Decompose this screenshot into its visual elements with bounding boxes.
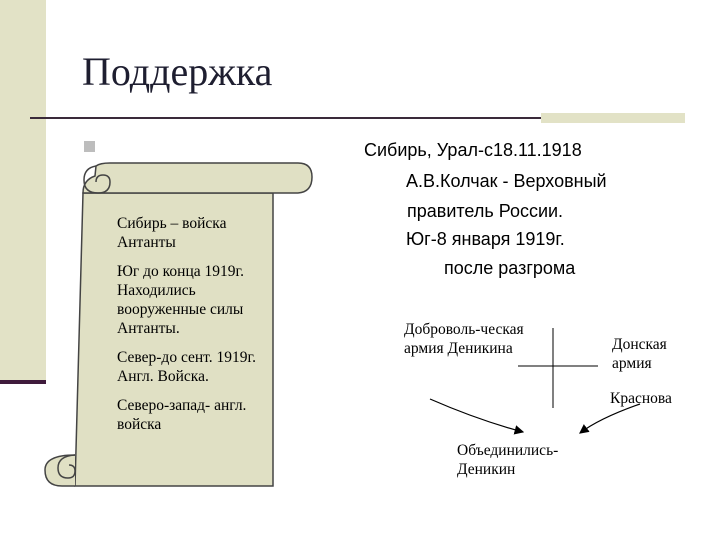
diagram-krasnov-label: Краснова [610,390,672,407]
arrow-left-icon [430,399,523,432]
right-line-4: Юг-8 января 1919г. [406,229,565,249]
page-title: Поддержка [82,49,273,94]
right-line-5: после разгрома [444,258,576,278]
scroll-item-north: Север-до сент. 1919г. Англ. Войска. [117,349,257,385]
diagram-volunteer-army-label: Доброволь-ческая армия Деникина [404,321,524,357]
diagram-united-label: Объединились-Деникин [457,442,559,478]
scroll-item-northwest: Северо-запад- англ. войска [117,397,247,433]
scroll-item-south: Юг до конца 1919г. Находились вооруженные силы Антанты. [117,263,244,337]
right-line-3: правитель России. [407,201,564,221]
scroll-item-siberia: Сибирь – войска Антанты [117,215,227,251]
arrow-right-icon [580,404,640,433]
right-line-2: А.В.Колчак - Верховный [406,171,607,191]
diagram-don-army-label: Донская армия [612,336,667,372]
right-line-1: Сибирь, Урал-с18.11.1918 [364,140,582,160]
